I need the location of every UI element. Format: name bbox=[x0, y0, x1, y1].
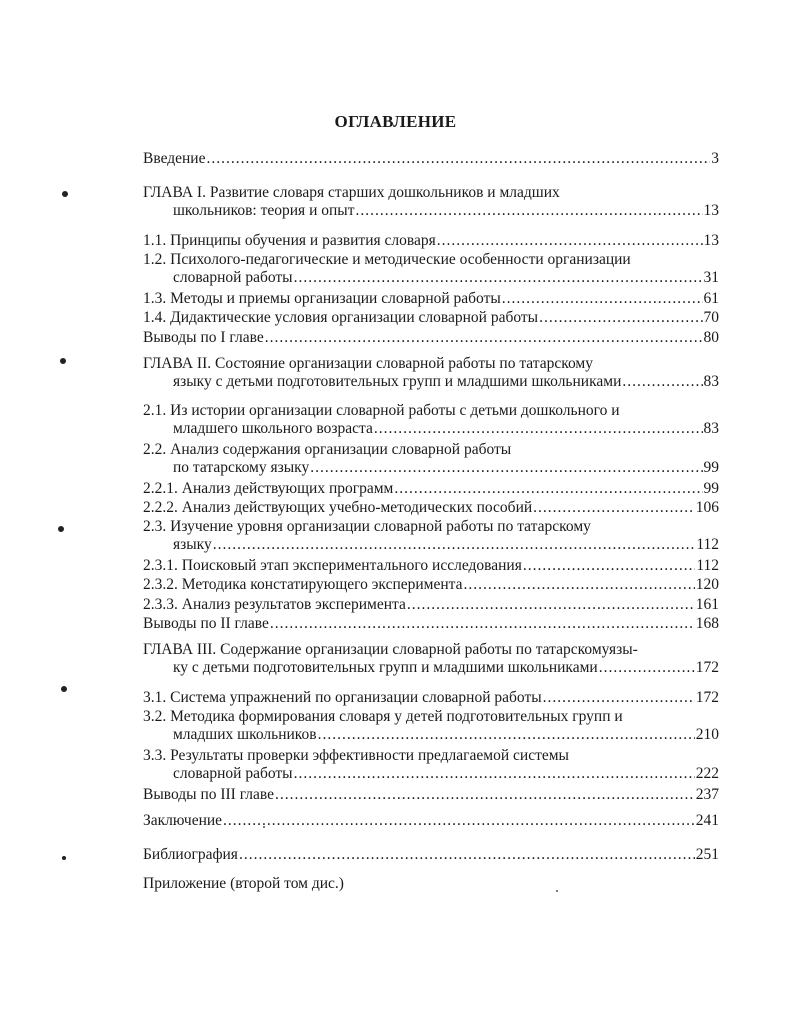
toc-entry bbox=[143, 402, 719, 438]
toc-page-number: 80 bbox=[703, 329, 719, 346]
toc-entry-text: школьников: теория и опыт bbox=[173, 202, 355, 219]
toc-entry-text: ГЛАВА I. Развитие словаря старших дошкольников и младших bbox=[143, 184, 560, 201]
toc-page-number: 99 bbox=[703, 480, 719, 497]
toc-page-number: 241 bbox=[695, 812, 719, 829]
toc-entry-text: по татарскому языку bbox=[173, 459, 310, 476]
toc-entry bbox=[143, 576, 719, 594]
toc-entry bbox=[143, 441, 719, 477]
toc-page-number: 120 bbox=[695, 576, 719, 593]
toc-page-number: 61 bbox=[703, 290, 719, 307]
toc-entry bbox=[143, 689, 719, 707]
toc-entry-text: Выводы по II главе bbox=[143, 615, 269, 632]
toc-entry-text: младших школьников bbox=[173, 726, 317, 743]
toc-entry-text: 3.1. Система упражнений по организации словарной работы bbox=[143, 689, 542, 706]
dot-leader bbox=[213, 536, 696, 554]
toc-entry-text: языку bbox=[173, 536, 212, 553]
toc-entry bbox=[143, 355, 719, 391]
toc-page-number: 112 bbox=[696, 557, 719, 574]
toc-entry-text: 2.2.1. Анализ действующих программ bbox=[143, 480, 394, 497]
toc-entry-text: 2.3. Изучение уровня организации словарной работы по татарскому bbox=[143, 518, 591, 535]
toc-entry-text: Выводы по I главе bbox=[143, 329, 264, 346]
toc-page-number: 13 bbox=[703, 202, 719, 219]
dot-leader bbox=[523, 557, 695, 575]
dot-leader bbox=[599, 659, 695, 677]
toc-page-number: 251 bbox=[695, 846, 719, 863]
dot-leader bbox=[502, 290, 703, 308]
dot-leader bbox=[543, 689, 695, 707]
dot-leader bbox=[539, 309, 702, 327]
toc-entry-text: 2.2.2. Анализ действующих учебно-методических пособий bbox=[143, 499, 533, 516]
toc-page-number: 210 bbox=[695, 726, 719, 743]
toc-entry-text: 1.1. Принципы обучения и развития словаря bbox=[143, 232, 436, 249]
dot-leader bbox=[437, 232, 703, 250]
margin-mark bbox=[60, 358, 66, 364]
toc-entry-text: 2.2. Анализ содержания организации словарной работы bbox=[143, 441, 512, 458]
toc-entry-text: 2.1. Из истории организации словарной работы с детьми дошкольного и bbox=[143, 402, 620, 419]
toc-entry bbox=[143, 786, 719, 804]
toc-entry-text: Заключение bbox=[143, 812, 223, 829]
toc-entry-text: Выводы по III главе bbox=[143, 786, 275, 803]
toc-page-number: 237 bbox=[695, 786, 719, 803]
toc-page-number: 31 bbox=[703, 269, 719, 286]
toc-entry bbox=[143, 557, 719, 575]
toc-entry bbox=[143, 232, 719, 250]
dot-leader bbox=[239, 846, 695, 864]
toc-entry bbox=[143, 641, 719, 677]
toc-entry bbox=[143, 596, 719, 614]
toc-entry-text: словарной работы bbox=[173, 765, 293, 782]
toc-entry-text: Приложение (второй том дис.) bbox=[143, 875, 344, 892]
toc-entry-text: 3.2. Методика формирования словаря у детей подготовительных групп и bbox=[143, 708, 623, 725]
toc-entry-text: ГЛАВА III. Содержание организации словарной работы по татарскомуязы- bbox=[143, 641, 638, 658]
toc-page-number: 99 bbox=[703, 459, 719, 476]
toc-entry bbox=[143, 184, 719, 220]
toc-entry bbox=[143, 875, 719, 893]
dot-leader bbox=[407, 596, 695, 614]
dot-leader bbox=[355, 202, 702, 220]
toc-page-number: 106 bbox=[695, 499, 719, 516]
toc-entry bbox=[143, 747, 719, 783]
toc-page-number: 222 bbox=[695, 765, 719, 782]
toc-entry bbox=[143, 846, 719, 864]
dot-leader bbox=[464, 576, 695, 594]
toc-entry-text: 2.3.1. Поисковый этап экспериментального исследования bbox=[143, 557, 522, 574]
toc-page-number: 3 bbox=[711, 150, 719, 167]
toc-entry-text: 2.3.3. Анализ результатов эксперимента bbox=[143, 596, 406, 613]
toc-entry bbox=[143, 499, 719, 517]
scan-speck bbox=[263, 826, 265, 828]
toc-entry bbox=[143, 309, 719, 327]
dot-leader bbox=[294, 269, 703, 287]
toc-page-number: 112 bbox=[696, 536, 719, 553]
toc-page-number: 13 bbox=[703, 232, 719, 249]
toc-entry bbox=[143, 150, 719, 168]
toc-entry-text: 1.4. Дидактические условия организации словарной работы bbox=[143, 309, 539, 326]
toc-page-number: 172 bbox=[695, 659, 719, 676]
toc-entry-text: 3.3. Результаты проверки эффективности предлагаемой системы bbox=[143, 747, 569, 764]
toc-entry bbox=[143, 615, 719, 633]
toc-entry bbox=[143, 251, 719, 287]
margin-mark bbox=[62, 191, 68, 197]
toc-page-number: 161 bbox=[695, 596, 719, 613]
toc-entry bbox=[143, 329, 719, 347]
toc-entry bbox=[143, 290, 719, 308]
dot-leader bbox=[533, 499, 695, 517]
toc-entry-text: 1.2. Психолого-педагогические и методические особенности организации bbox=[143, 251, 631, 268]
toc-entry bbox=[143, 480, 719, 498]
dot-leader bbox=[275, 786, 695, 804]
page-title: ОГЛАВЛЕНИЕ bbox=[334, 112, 457, 131]
margin-mark bbox=[61, 686, 67, 692]
dot-leader bbox=[394, 480, 702, 498]
toc-page-number: 168 bbox=[695, 615, 719, 632]
dot-leader bbox=[374, 420, 703, 438]
toc-page-number: 70 bbox=[703, 309, 719, 326]
toc-entry-text: 1.3. Методы и приемы организации словарной работы bbox=[143, 290, 501, 307]
toc-entry bbox=[143, 518, 719, 554]
toc-page-number: 83 bbox=[703, 420, 719, 437]
dot-leader bbox=[318, 726, 695, 744]
toc-entry-text: ку с детьми подготовительных групп и младшими школьниками bbox=[173, 659, 598, 676]
margin-mark bbox=[58, 526, 64, 532]
toc-entry bbox=[143, 708, 719, 744]
toc-entry-text: языку с детьми подготовительных групп и младшими школьниками bbox=[173, 373, 622, 390]
toc-page-number: 83 bbox=[703, 373, 719, 390]
toc-entry-text: 2.3.2. Методика констатирующего эксперимента bbox=[143, 576, 463, 593]
toc-entry-text: Введение bbox=[143, 150, 206, 167]
dot-leader bbox=[294, 765, 695, 783]
dot-leader bbox=[622, 373, 702, 391]
dot-leader bbox=[206, 150, 710, 168]
margin-mark bbox=[62, 856, 66, 860]
dot-leader bbox=[265, 329, 703, 347]
toc-entry-text: словарной работы bbox=[173, 269, 293, 286]
scan-speck bbox=[556, 890, 558, 892]
toc-entry-text: Библиография bbox=[143, 846, 238, 863]
dot-leader bbox=[310, 459, 702, 477]
toc-entry-text: младшего школьного возраста bbox=[173, 420, 373, 437]
toc-page-number: 172 bbox=[695, 689, 719, 706]
toc-entry-text: ГЛАВА II. Состояние организации словарной работы по татарскому bbox=[143, 355, 593, 372]
toc-entry bbox=[143, 812, 719, 830]
dot-leader bbox=[270, 615, 695, 633]
dot-leader bbox=[223, 812, 695, 830]
